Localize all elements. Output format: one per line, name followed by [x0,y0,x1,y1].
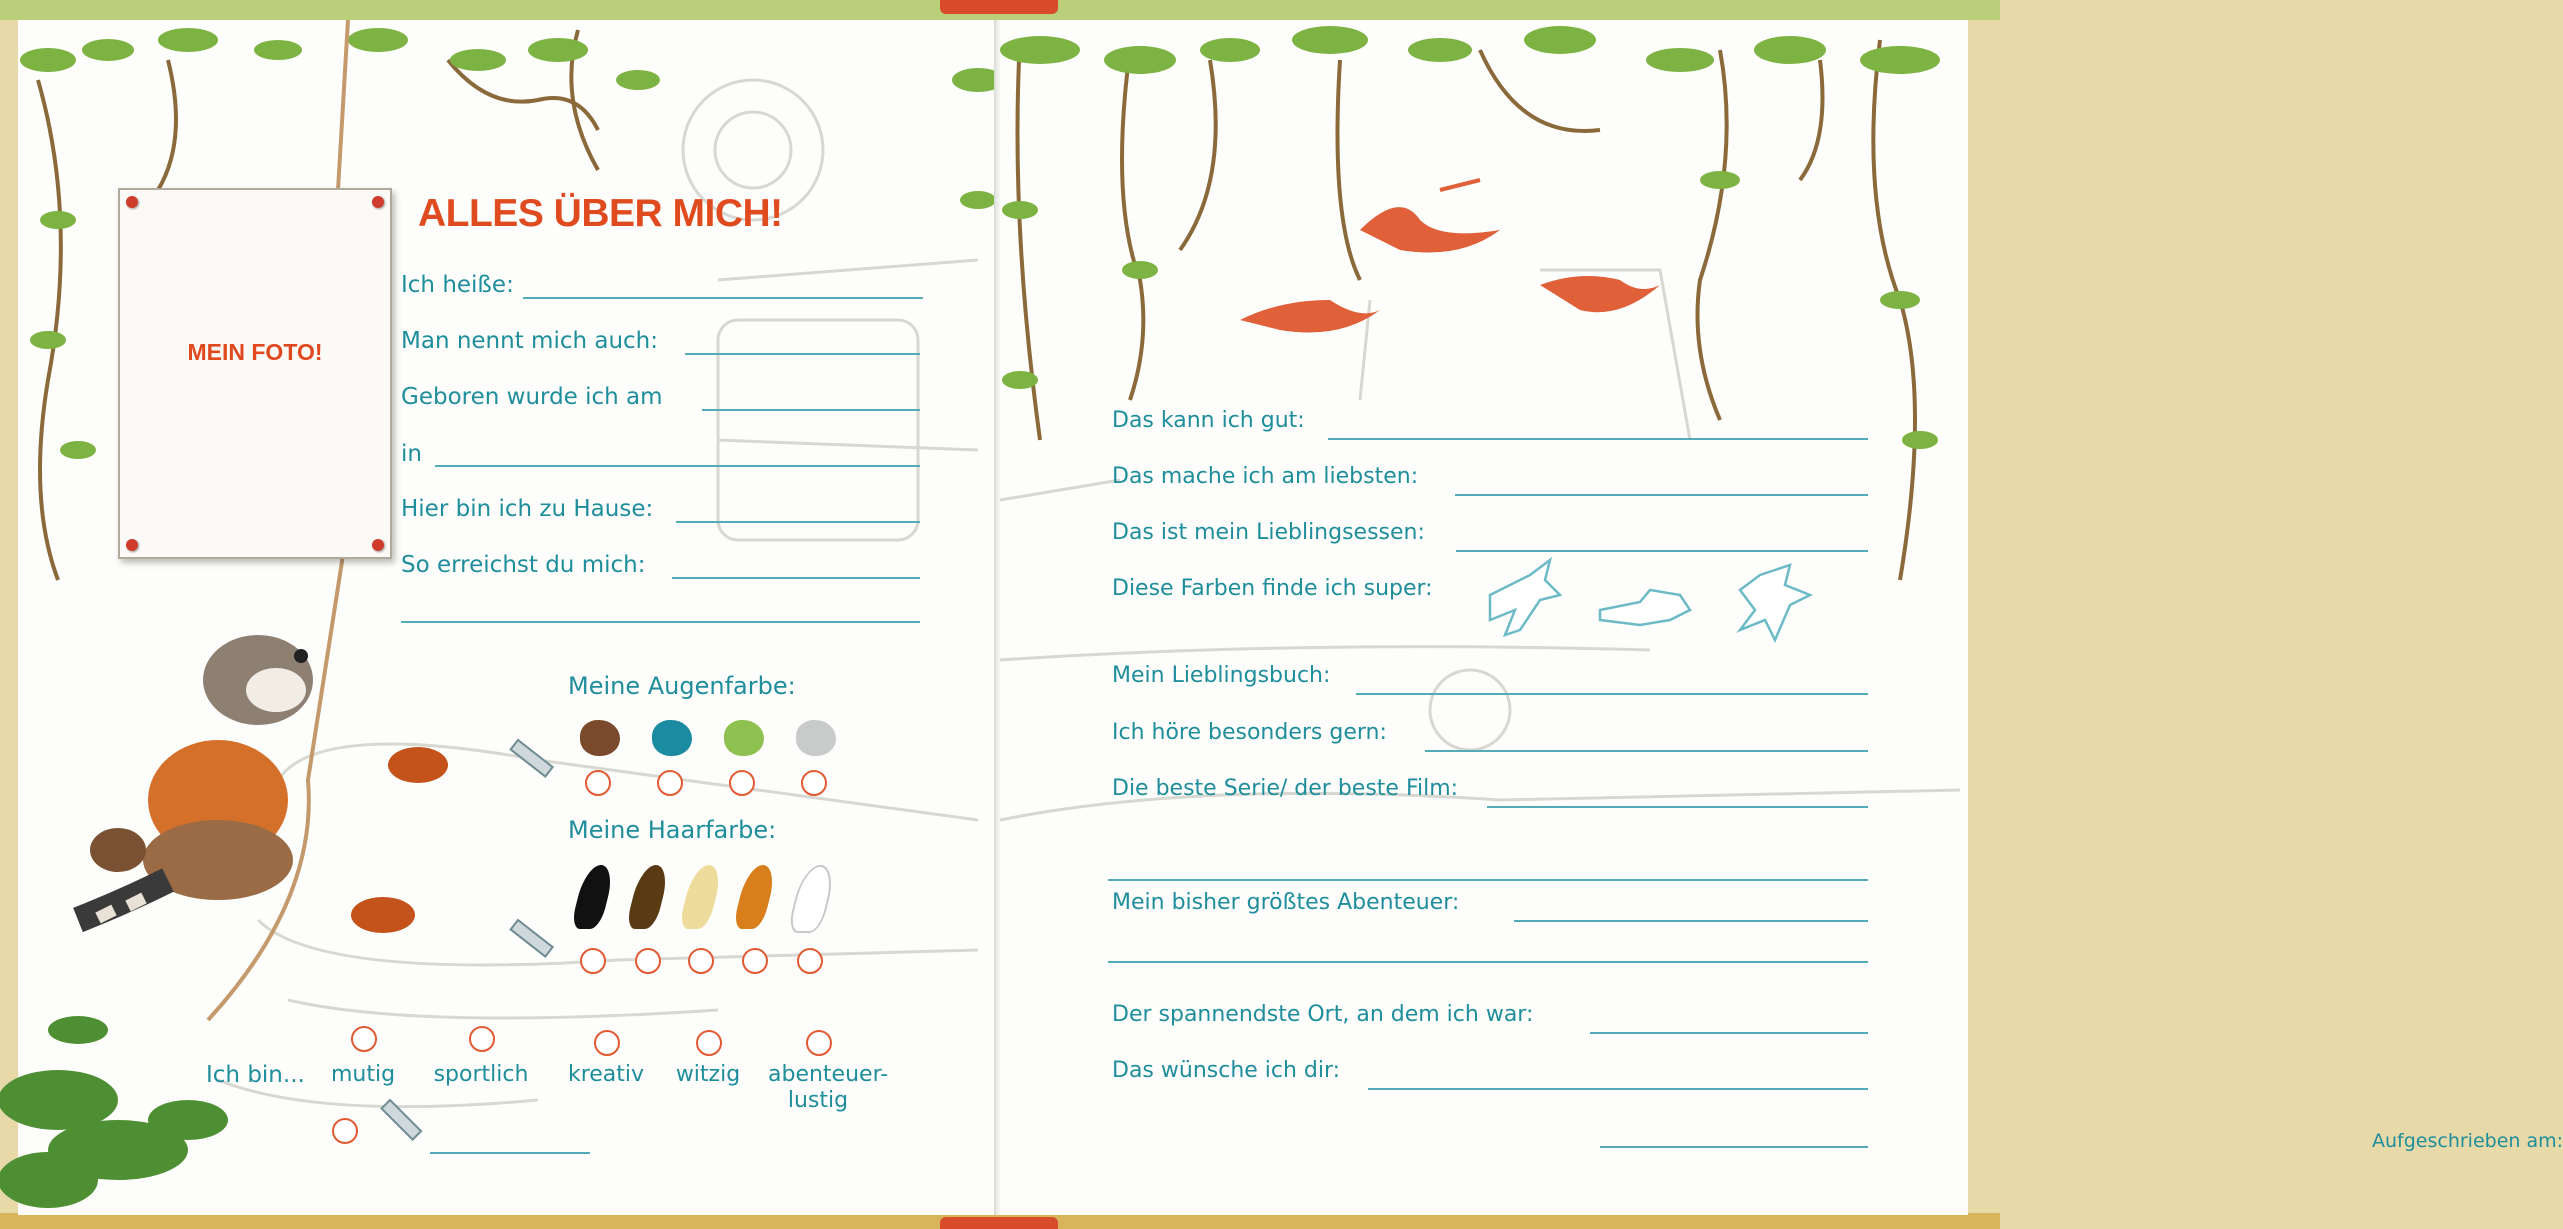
field-line-nickname[interactable] [685,353,920,355]
trait-label: abenteuer- lustig [768,1062,889,1113]
right-field-label: Diese Farben finde ich super: [1112,576,1433,601]
flamingo-illustrations [1240,180,1660,333]
field-label-nickname: Man nennt mich auch: [401,328,659,354]
left-page [18,20,996,1215]
eye-color-checkbox[interactable] [729,770,755,796]
pin-icon [126,196,138,208]
hair-color-checkbox[interactable] [688,948,714,974]
hair-color-swatch [787,865,838,933]
right-field-label: Der spannendste Ort, an dem ich war: [1112,1002,1534,1027]
trait-checkbox[interactable] [469,1026,495,1052]
bookmark-ribbon-top [940,0,1058,14]
ich-bin-label: Ich bin... [206,1062,305,1088]
field-line-birthplace[interactable] [435,465,920,467]
right-field-label: Das kann ich gut: [1112,408,1305,433]
hair-color-swatch [732,865,778,929]
hair-color-label: Meine Haarfarbe: [568,816,777,844]
right-field-label: Ich höre besonders gern: [1112,720,1387,745]
right-field-line[interactable] [1590,1032,1868,1034]
pin-icon [372,539,384,551]
field-label-home: Hier bin ich zu Hause: [401,496,654,522]
trait-custom-line[interactable] [430,1152,590,1154]
photo-frame[interactable] [118,188,392,559]
field-label-name: Ich heiße: [401,272,514,298]
hair-color-checkbox[interactable] [580,948,606,974]
hair-color-checkbox[interactable] [797,948,823,974]
photo-label: MEIN FOTO! [187,339,323,365]
field-label-birthdate: Geboren wurde ich am [401,384,663,410]
jungle-illustration [1000,20,1968,1215]
field-line-home[interactable] [676,521,920,523]
eye-color-swatch [580,720,620,756]
pin-icon [126,539,138,551]
right-field-line[interactable] [1514,920,1868,922]
field-line-contact-extra[interactable] [401,621,920,623]
eye-color-swatch [796,720,836,756]
right-field-label: Mein Lieblingsbuch: [1112,663,1331,688]
trait-checkbox[interactable] [594,1030,620,1056]
date-label: Aufgeschrieben am: [2372,1130,2563,1152]
eye-color-checkbox[interactable] [585,770,611,796]
eye-color-label: Meine Augenfarbe: [568,672,796,700]
page-title: ALLES ÜBER MICH! [418,192,783,235]
hair-color-swatch [570,865,616,929]
eye-color-checkbox[interactable] [657,770,683,796]
right-field-line[interactable] [1456,550,1868,552]
hair-color-checkbox[interactable] [742,948,768,974]
bookmark-ribbon-bottom [940,1217,1058,1229]
right-field-line[interactable] [1328,438,1868,440]
airplane-color-icons [1490,560,1810,640]
right-field-line[interactable] [1425,750,1868,752]
trait-label: witzig [675,1062,741,1087]
hair-color-checkbox[interactable] [635,948,661,974]
field-line-birthdate[interactable] [702,409,920,411]
right-field-label: Das wünsche ich dir: [1112,1058,1341,1083]
trait-checkbox[interactable] [806,1030,832,1056]
date-line[interactable] [1600,1146,1868,1148]
hair-color-swatch [678,865,724,929]
hair-color-swatch [625,865,671,929]
trait-label: sportlich [433,1062,529,1087]
field-label-birthplace: in [401,441,422,467]
right-field-line-extra[interactable] [1108,961,1868,963]
field-line-contact[interactable] [672,577,920,579]
raccoon-illustration [78,635,448,933]
right-field-label: Die beste Serie/ der beste Film: [1112,776,1459,801]
trait-checkbox-custom[interactable] [332,1118,358,1144]
right-page [1000,20,2563,1215]
right-field-line[interactable] [1368,1088,1868,1090]
pin-icon [372,196,384,208]
trait-checkbox[interactable] [351,1026,377,1052]
right-field-line[interactable] [1487,806,1868,808]
right-field-line-extra[interactable] [1108,879,1868,881]
eye-color-swatch [652,720,692,756]
right-field-label: Das mache ich am liebsten: [1112,464,1419,489]
trait-label: kreativ [567,1062,645,1087]
eye-color-swatch [724,720,764,756]
right-field-line[interactable] [1455,494,1868,496]
right-field-label: Das ist mein Lieblingsessen: [1112,520,1425,545]
field-line-name[interactable] [523,297,923,299]
field-label-contact: So erreichst du mich: [401,552,646,578]
trait-label: mutig [330,1062,396,1087]
right-field-label: Mein bisher größtes Abenteuer: [1112,890,1460,915]
right-field-line[interactable] [1356,693,1868,695]
eye-color-checkbox[interactable] [801,770,827,796]
trait-checkbox[interactable] [696,1030,722,1056]
